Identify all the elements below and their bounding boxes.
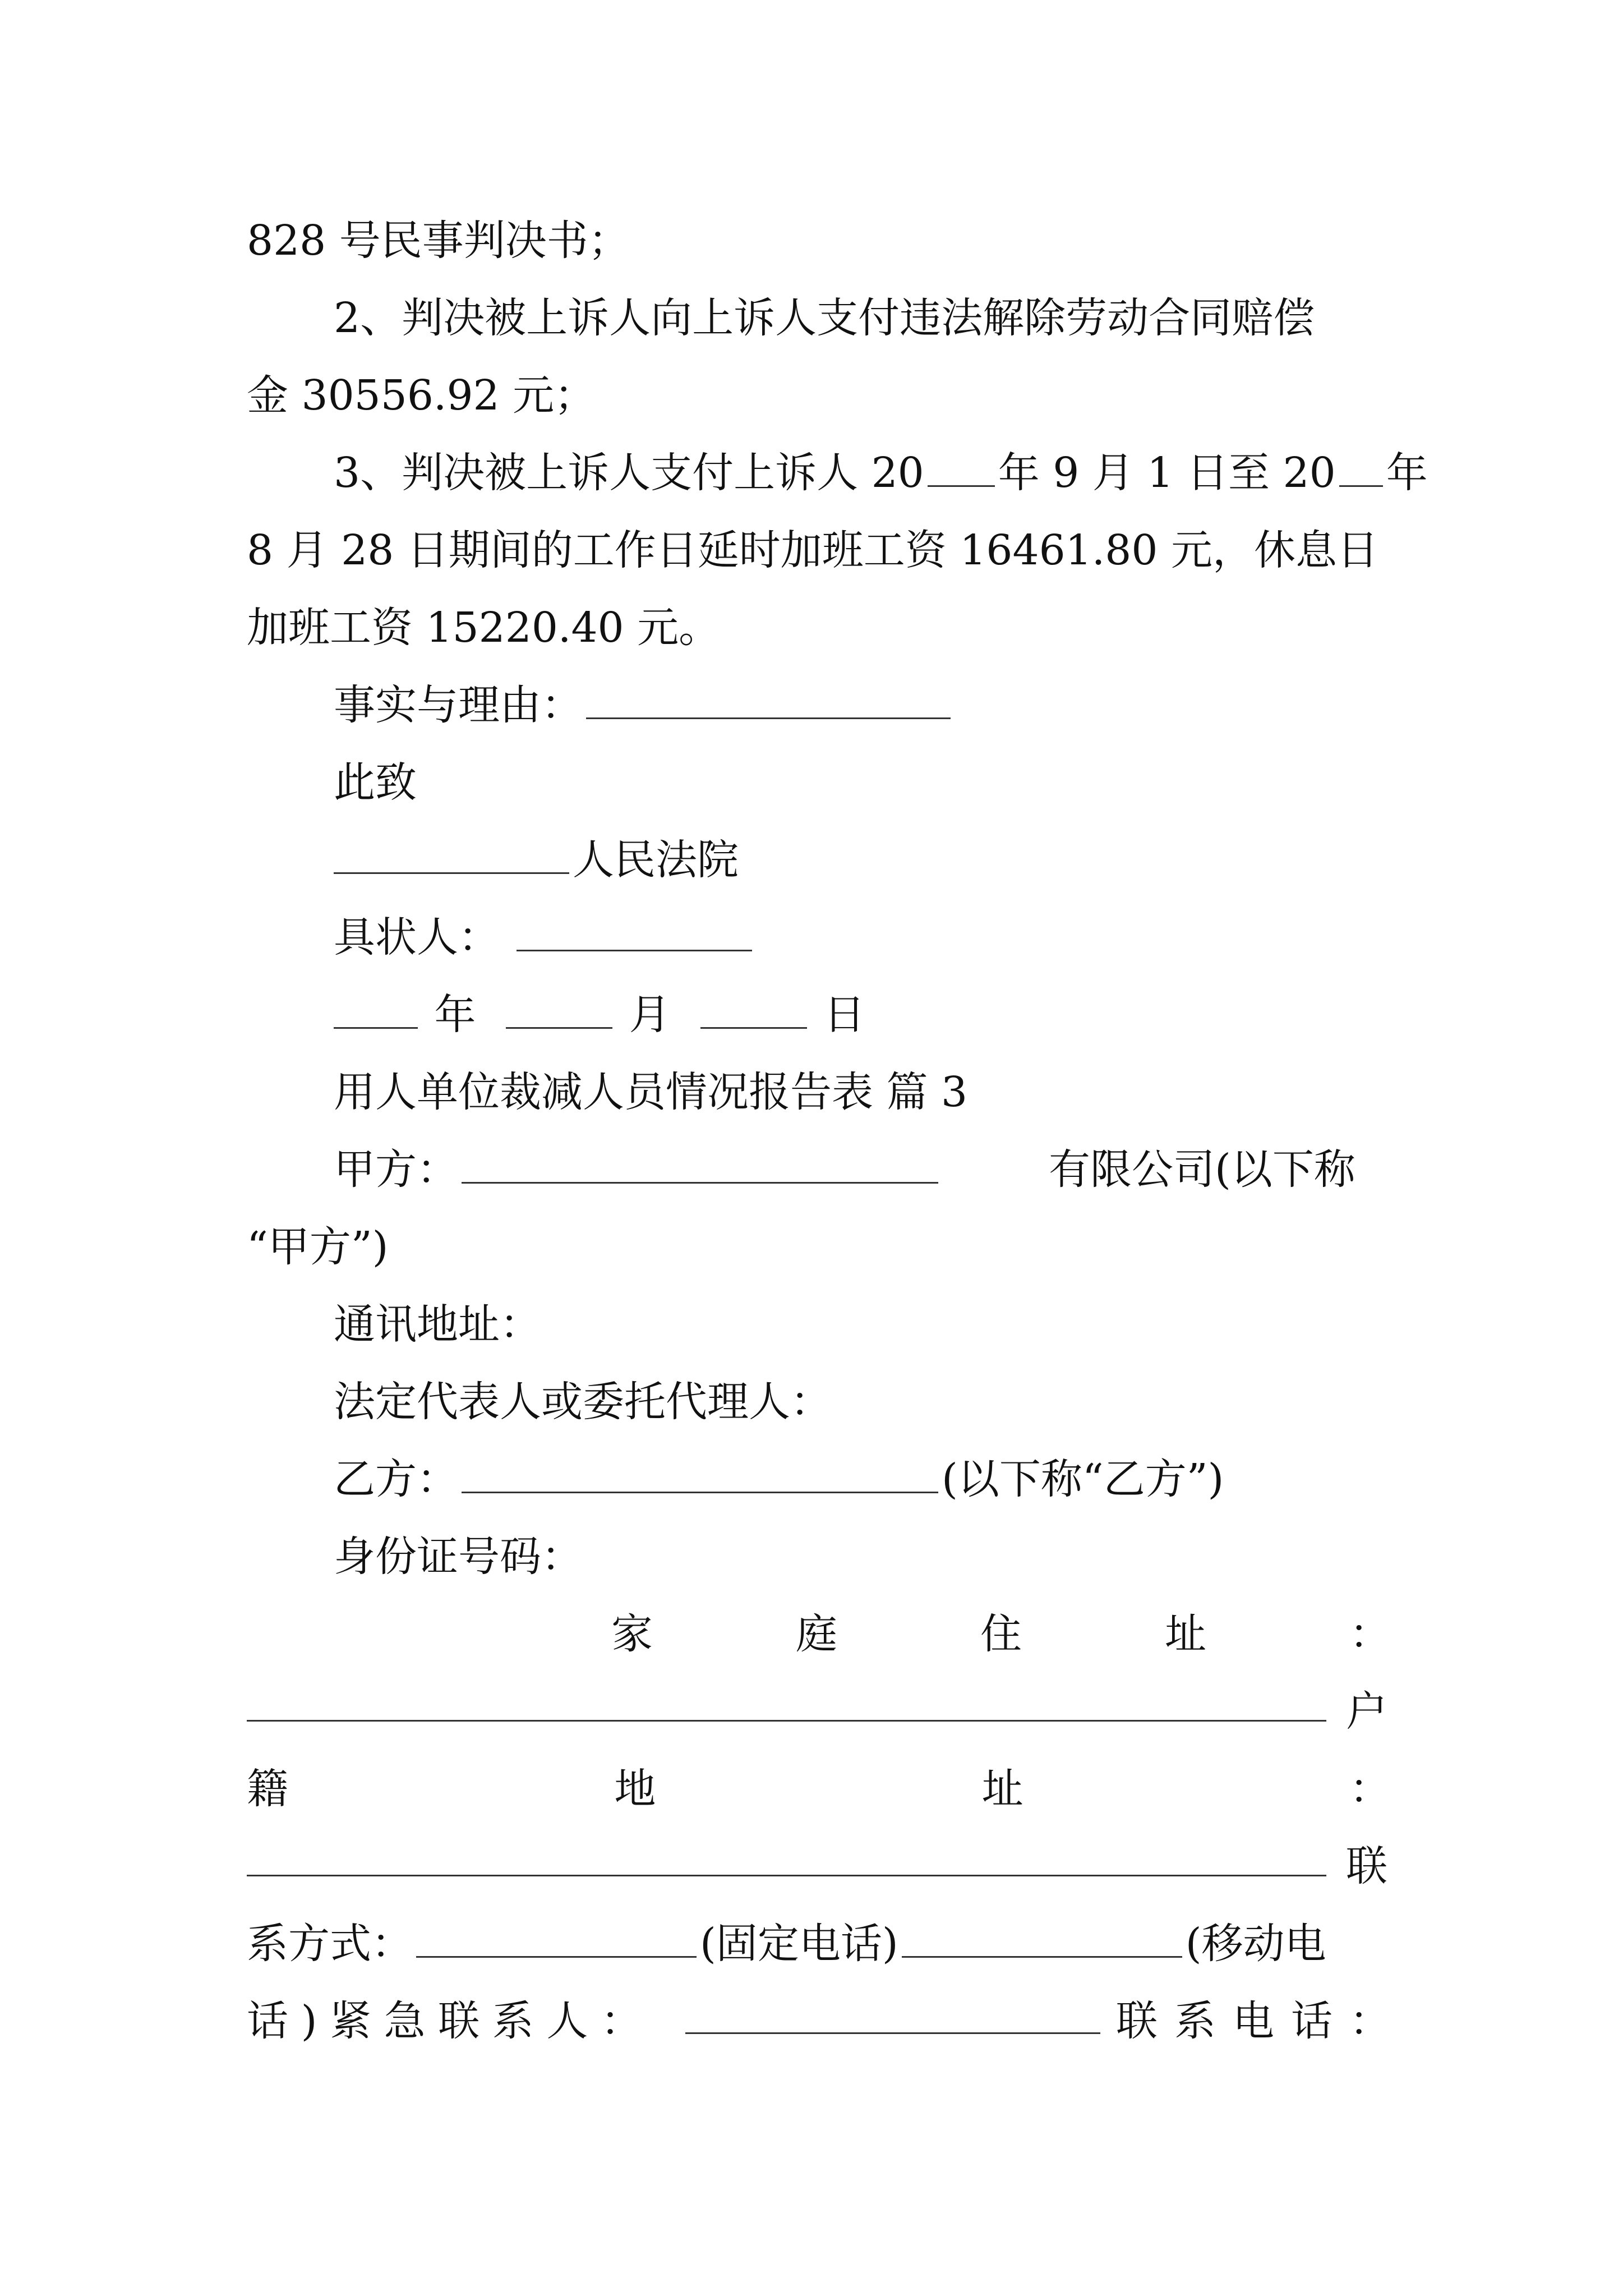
char: ： [1349,1997,1391,2045]
text-segment: 具状人： [334,913,500,961]
char: ： [600,1997,642,2045]
fill-in-blank [462,1460,938,1493]
char: 址 [981,1765,1023,1813]
text-line: 法定代表人或委托代理人： [334,1378,832,1426]
char: ) [301,1997,317,2045]
text-segment: 人民法院 [573,836,739,884]
justified-line [1116,1997,1391,2045]
section-heading: 用人单位裁减人员情况报告表 篇 3 [334,1068,968,1116]
text-segment: 年 9 月 1 日至 20 [998,449,1336,497]
char: 话 [247,1997,288,2045]
char: 家 [611,1610,653,1658]
char: 籍 [247,1765,288,1813]
text-line [334,1455,1224,1503]
text-line: 通讯地址： [334,1300,541,1349]
char: 系 [492,1997,534,2045]
text-line: 身份证号码： [334,1533,583,1581]
fill-in-blank [902,1925,1182,1958]
char: 人 [546,1997,588,2045]
text-segment: 事实与理由： [334,681,583,729]
text-line [334,681,954,729]
justified-line [247,1765,1391,1813]
text-segment: 月 [629,991,671,1039]
justified-line [247,1997,642,2045]
char: 紧 [330,1997,372,2045]
text-segment: 甲方： [334,1145,458,1194]
text-segment: 系方式： [247,1920,413,1968]
text-line: 金 30556.92 元； [247,371,596,420]
text-line: 此致 [334,758,417,807]
text-segment: 日 [823,991,865,1039]
fill-in-blank [506,996,612,1029]
char: ： [1349,1765,1391,1813]
date-line [334,991,865,1039]
text-segment: 有限公司(以下称 [1049,1145,1355,1194]
char: 地 [614,1765,656,1813]
fill-in-blank [1339,454,1383,487]
char: 电 [1233,1997,1274,2045]
text-segment: 3、判决被上诉人支付上诉人 20 [334,449,924,497]
text-line: 2、判决被上诉人向上诉人支付违法解除劳动合同赔偿 [334,294,1315,342]
text-line: “甲方”) [247,1223,389,1271]
fill-in-blank [928,454,995,487]
text-line [334,836,739,884]
fill-in-blank [247,1875,1326,1876]
fill-in-blank [334,996,418,1029]
text-segment: (固定电话) [700,1920,898,1968]
char: 庭 [796,1610,837,1658]
text-line [334,1145,942,1194]
char: ： [1349,1610,1391,1658]
fill-in-blank [462,1151,938,1184]
char: 联 [1116,1997,1158,2045]
text-segment: (以下称“乙方”) [942,1455,1224,1503]
text-line [247,1920,1326,1968]
fill-in-blank [586,686,951,719]
text-segment: 户 [1346,1687,1387,1736]
text-line: 828 号民事判决书； [247,217,630,265]
text-segment: 年 [434,991,476,1039]
fill-in-blank [334,841,569,874]
text-line [334,449,1428,497]
text-segment: (移动电 [1185,1920,1326,1968]
fill-in-blank [416,1925,697,1958]
char: 话 [1291,1997,1332,2045]
text-line: 加班工资 15220.40 元。 [247,604,721,652]
fill-in-blank [517,918,752,951]
text-line [334,913,755,961]
justified-line [611,1610,1391,1658]
char: 址 [1165,1610,1206,1658]
char: 住 [980,1610,1022,1658]
char: 系 [1174,1997,1216,2045]
fill-in-blank [685,2032,1100,2034]
text-segment: 乙方： [334,1455,458,1503]
text-segment: 联 [1346,1842,1387,1890]
char: 联 [438,1997,480,2045]
text-line: 8 月 28 日期间的工作日延时加班工资 16461.80 元，休息日 [247,526,1378,574]
text-segment: 年 [1386,449,1428,497]
fill-in-blank [247,1720,1326,1722]
char: 急 [384,1997,426,2045]
fill-in-blank [700,996,807,1029]
